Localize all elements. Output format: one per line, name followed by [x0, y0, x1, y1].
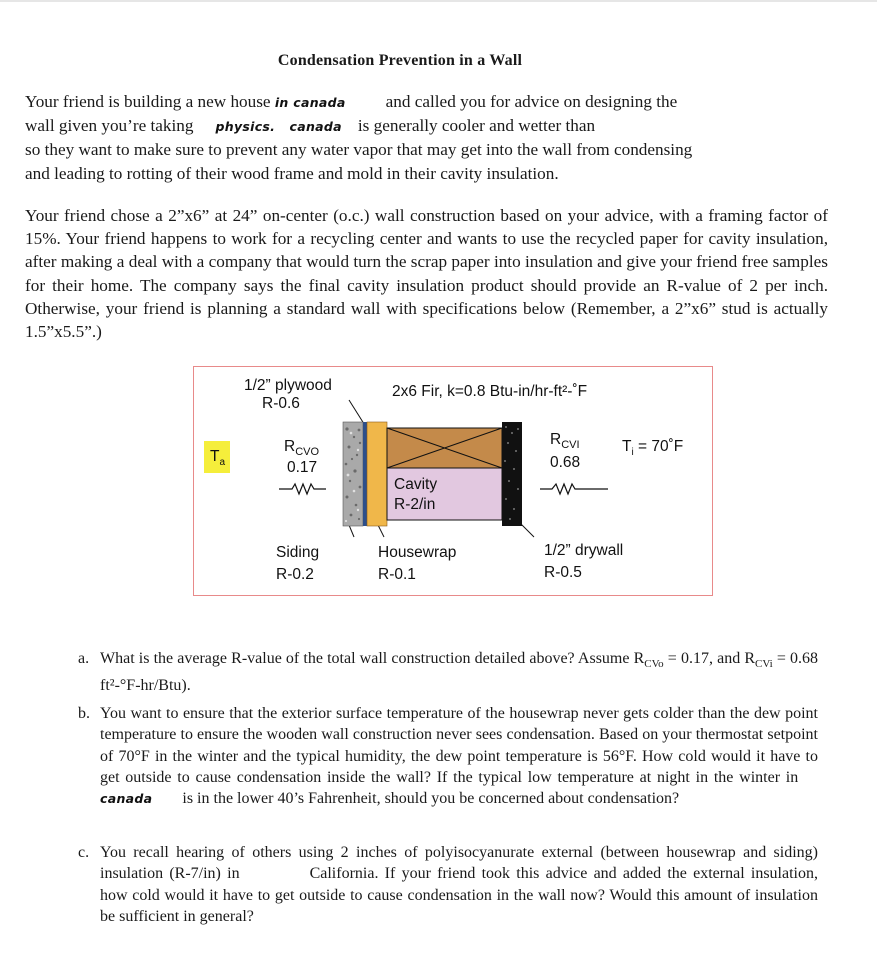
- rcvi-label: $R_{CVI}$: [550, 431, 580, 452]
- indoor-temp-label: $T_i$ = 70˚F: [622, 438, 684, 459]
- intro-paragraph: Your friend is building a new house in canada and called you for advice on designing the wall given you’re taking physics. canada is generally cooler and wetter than so they want to make sure to prevent any water vapor that may get into the wall from condensing and leading to rotting of their wood frame and mold in their cavity insulation.: [25, 92, 693, 183]
- question-letter: a.: [78, 650, 90, 667]
- drywall-label: 1/2” drywall: [544, 542, 624, 559]
- top-divider: [0, 0, 877, 2]
- drywall-r-label: R-0.5: [544, 564, 582, 581]
- siding-r-label: R-0.2: [276, 566, 314, 583]
- handwritten-location: canada: [289, 119, 342, 135]
- rcvo-label: $R_{CVO}$: [284, 438, 320, 459]
- rcvi-value: 0.68: [550, 454, 581, 471]
- rcvi-resistor-symbol: [540, 484, 608, 494]
- handwritten-location: in canada: [274, 95, 346, 110]
- rcvo-resistor-symbol: [279, 484, 326, 494]
- wall-section-diagram: [193, 366, 713, 596]
- intro-text: Your friend is building a new house: [25, 92, 271, 111]
- housewrap-layer: [363, 422, 367, 526]
- plywood-label: 1/2” plywood: [244, 377, 332, 394]
- outdoor-temp-box: $T_a$: [204, 441, 230, 473]
- siding-label: Siding: [276, 544, 320, 561]
- outdoor-temp-label: T: [210, 448, 220, 465]
- stud-label: 2x6 Fir, k=0.8 Btu-in/hr-ft²-˚F: [392, 383, 588, 400]
- question-a: a. What is the average R-value of the total wall construction detailed above? Assume $R_{CVo} = 0.17$, and $R_{CVi} = 0.68$ ft²-°F-hr/Btu).: [78, 650, 819, 695]
- question-c: c. You recall hearing of others using 2 inches of polyisocyanurate external (between housewrap and siding) insulation (R-7/in) in California. If your friend took this advice and added the external insulation, how cold would it have to get outside to cause condensation in the wall now? Would this amount of insulation be sufficient in general?: [78, 844, 818, 925]
- housewrap-r-label: R-0.1: [378, 566, 416, 583]
- question-b: b. You want to ensure that the exterior surface temperature of the housewrap never gets colder than the dew point temperature to ensure the wooden wall construction never sees condensation. Based on your thermostat setpoint of 70°F in the winter and the typical humidity, the dew point temperature is 56°F. How cold would it have to get outside to cause condensation inside the wall? If the typical low temperature at night in the winter in canada is in the lower 40’s Fahrenheit, should you be concerned about condensation?: [78, 703, 818, 809]
- handwritten-course: physics.: [215, 119, 276, 135]
- plywood-r-label: R-0.6: [262, 395, 300, 412]
- specification-paragraph: Your friend chose a 2”x6” at 24” on-center (o.c.) wall construction based on your advice, with a framing factor of 15%. Your friend happens to work for a recycling center and wants to use the recycled paper for cavity insulation, after making a deal with a company that would turn the scrap paper into insulation and give your friend free samples for their home. The company says the final cavity insulation product should provide an R-value of 2 per inch. Otherwise, your friend is planning a standard wall with specifications below (Remember, a 2”x6” stud is actually 1.5”x5.5”.): [25, 206, 828, 342]
- plywood-layer: [367, 422, 387, 526]
- rcvo-value: 0.17: [287, 459, 318, 476]
- handwritten-location: canada: [100, 791, 153, 807]
- drywall-layer: [502, 422, 522, 526]
- question-letter: b.: [78, 705, 90, 722]
- cavity-r-label: R-2/in: [394, 496, 436, 513]
- cavity-label: Cavity: [394, 476, 438, 493]
- page-title: Condensation Prevention in a Wall: [277, 52, 523, 69]
- question-letter: c.: [78, 844, 90, 861]
- housewrap-label: Housewrap: [378, 544, 457, 561]
